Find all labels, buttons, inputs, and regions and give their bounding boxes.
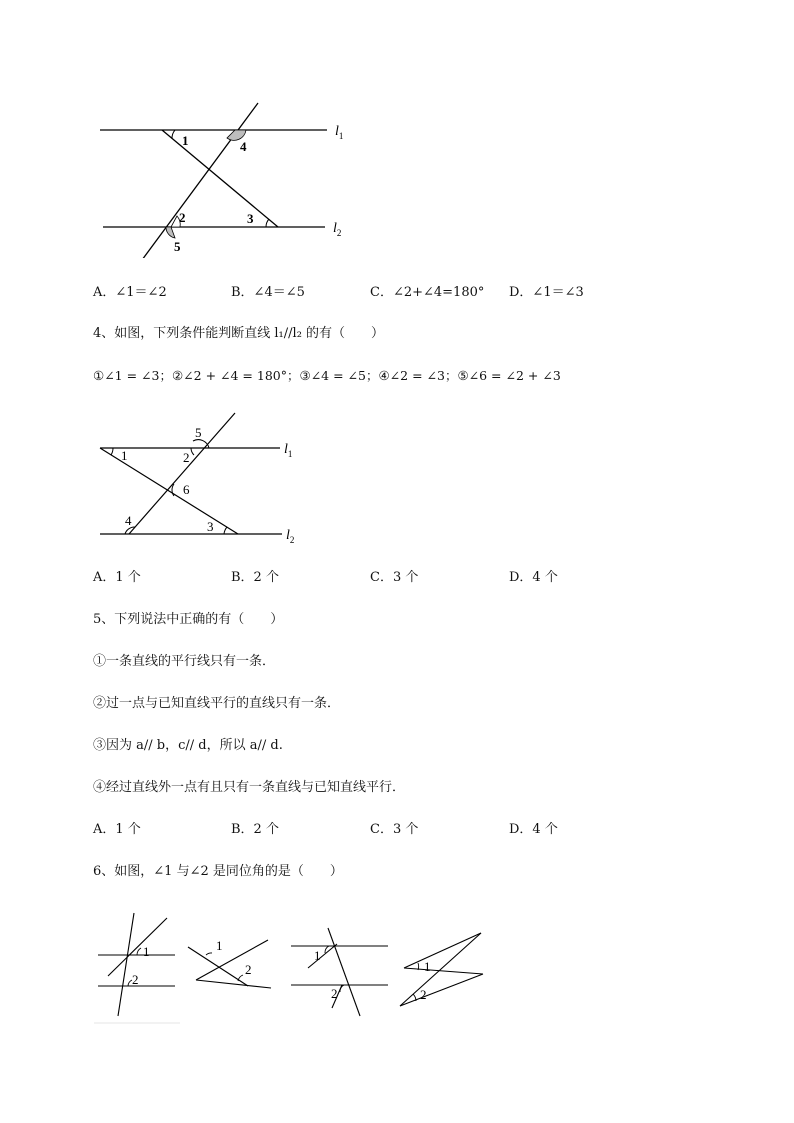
q6-figure-d xyxy=(400,933,483,1006)
q5-option-c[interactable]: C．3 个 xyxy=(370,822,419,837)
q3-option-b[interactable]: B．∠4＝∠5 xyxy=(231,285,305,300)
q3-angle-mark-5 xyxy=(166,227,175,238)
q3-line-label-l2: $l_2$ xyxy=(333,221,342,238)
q5-statement-1: ①一条直线的平行线只有一条． xyxy=(93,654,276,669)
q5-stem: 5、下列说法中正确的有（ ） xyxy=(93,612,284,627)
q6-figures xyxy=(88,908,498,1028)
q4-angle-label-5: 5 xyxy=(195,425,202,440)
q6-fig-a-label-2: 2 xyxy=(132,972,139,987)
q4-transversal-a xyxy=(129,413,235,534)
q5-option-d[interactable]: D．4 个 xyxy=(509,822,558,837)
q6-figure-c xyxy=(291,928,388,1016)
q3-option-a[interactable]: A．∠1＝∠2 xyxy=(93,285,167,300)
q6-figure-a xyxy=(94,913,180,1023)
q4-line-label-l2: $l_2$ xyxy=(286,528,295,545)
q6-stem: 6、如图，∠1 与∠2 是同位角的是（ ） xyxy=(93,864,343,879)
q6-fig-c-label-2: 2 xyxy=(331,986,338,1001)
q6-fig-c-label-1: 1 xyxy=(314,948,321,963)
q5-statement-3: ③因为 a// b，c// d，所以 a// d. xyxy=(93,738,283,753)
q3-option-c[interactable]: C．∠2+∠4=180° xyxy=(370,285,485,300)
q4-conditions: ①∠1 = ∠3；②∠2 + ∠4 = 180°；③∠4 = ∠5；④∠2 = ∠3；⑤∠6 = ∠2 + ∠3 xyxy=(93,368,561,383)
q4-angle-mark-1 xyxy=(111,448,113,455)
q3-angle-mark-3 xyxy=(266,219,269,227)
q3-angle-label-3: 3 xyxy=(247,211,254,226)
q4-option-d[interactable]: D．4 个 xyxy=(509,570,558,585)
q6-fig-b-label-2: 2 xyxy=(245,962,252,977)
q6-fig-d-label-1: 1 xyxy=(424,959,431,974)
q3-angle-mark-1 xyxy=(172,130,175,139)
q4-stem: 4、如图，下列条件能判断直线 l₁//l₂ 的有（ ） xyxy=(93,326,385,341)
q4-option-c[interactable]: C．3 个 xyxy=(370,570,419,585)
q6-fig-d-label-2: 2 xyxy=(420,987,427,1002)
q4-angle-label-6: 6 xyxy=(183,482,190,497)
q5-option-b[interactable]: B．2 个 xyxy=(231,822,279,837)
q4-angle-label-3: 3 xyxy=(207,519,214,534)
q3-line-label-l1: $l_1$ xyxy=(335,124,344,141)
q5-option-a[interactable]: A．1 个 xyxy=(93,822,141,837)
q4-angle-mark-3 xyxy=(224,527,227,534)
q5-statement-2: ②过一点与已知直线平行的直线只有一条． xyxy=(93,696,341,711)
q4-angle-mark-2 xyxy=(191,448,194,455)
q3-angle-label-1: 1 xyxy=(182,133,189,148)
q6-fig-a-label-1: 1 xyxy=(143,944,150,959)
q4-option-a[interactable]: A．1 个 xyxy=(93,570,141,585)
q3-angle-label-5: 5 xyxy=(174,239,181,254)
q4-angle-label-1: 1 xyxy=(121,448,128,463)
q3-figure xyxy=(95,98,365,258)
q4-line-label-l1: $l_1$ xyxy=(284,442,293,459)
q4-figure xyxy=(95,408,315,550)
q4-angle-mark-5 xyxy=(193,440,209,448)
q6-figure-b xyxy=(188,938,271,988)
q6-fig-b-label-1: 1 xyxy=(216,938,223,953)
q4-option-b[interactable]: B．2 个 xyxy=(231,570,279,585)
q3-angle-label-4: 4 xyxy=(240,139,247,154)
q4-angle-label-4: 4 xyxy=(125,513,132,528)
q3-option-d[interactable]: D．∠1＝∠3 xyxy=(509,285,584,300)
q3-angle-label-2: 2 xyxy=(179,210,186,225)
q5-statement-4: ④经过直线外一点有且只有一条直线与已知直线平行． xyxy=(93,780,406,795)
q3-transversal-a xyxy=(142,103,258,258)
q4-angle-label-2: 2 xyxy=(183,450,190,465)
